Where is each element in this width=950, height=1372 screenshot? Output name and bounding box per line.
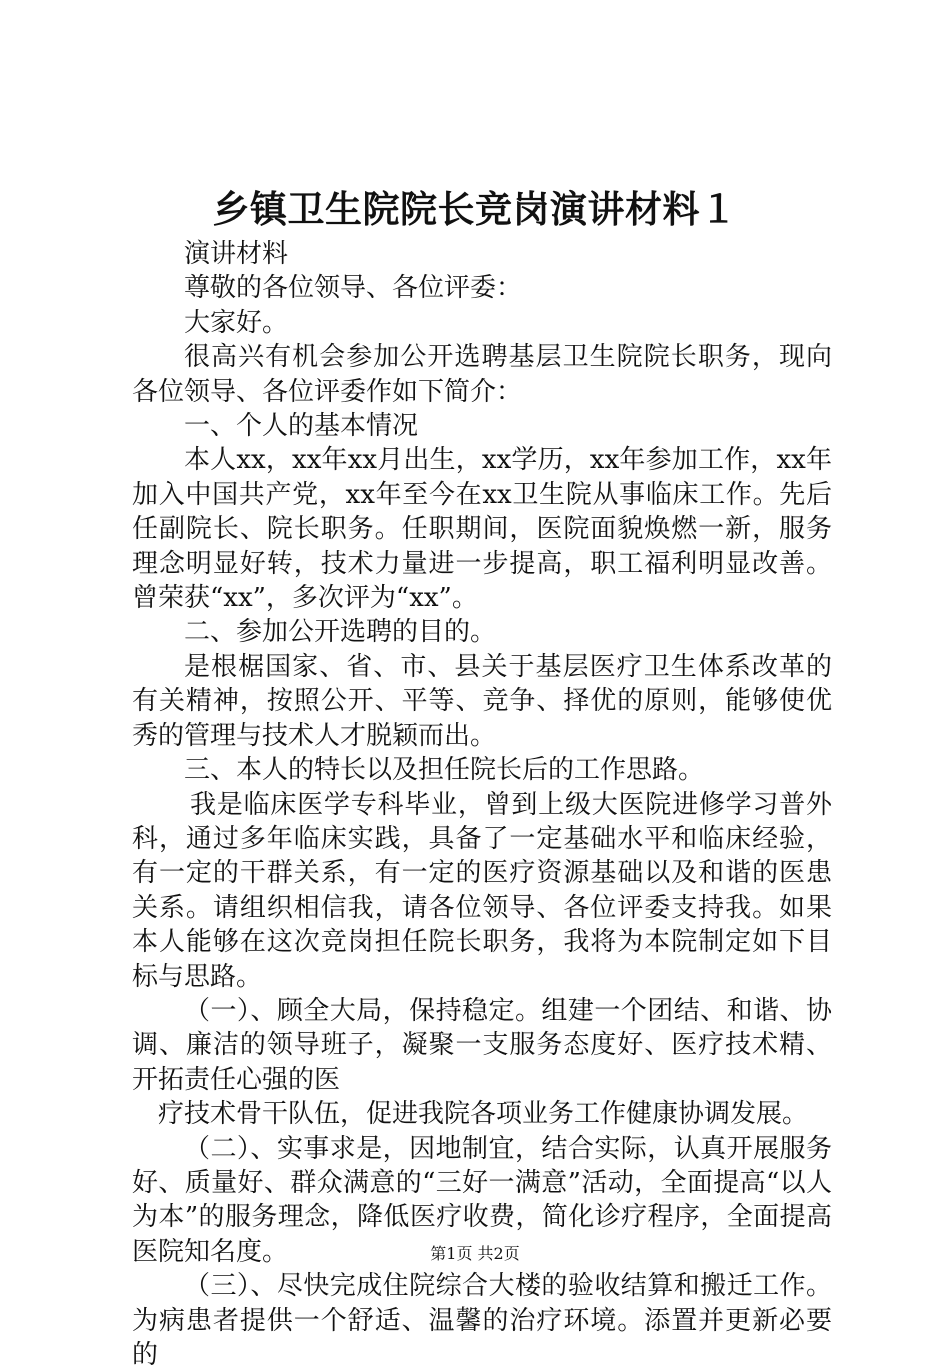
page-title: 乡镇卫生院院长竞岗演讲材料１ <box>212 187 738 231</box>
paragraph: 尊敬的各位领导、各位评委： <box>184 273 523 304</box>
paragraph: （二）、实事求是，因地制宜，结合实际，认真开展服务好、质量好、群众满意的“三好一满意”活动，全面提高“以人为本”的服务理念，降低医疗收费，简化诊疗程序，全面提高医院知名度。 <box>132 1133 832 1267</box>
paragraph: （一）、顾全大局，保持稳定。组建一个团结、和谐、协调、廉洁的领导班子，凝聚一支服务态度好、医疗技术精、开拓责任心强的医 <box>132 995 832 1095</box>
section-heading: 一、个人的基本情况 <box>184 411 419 442</box>
page-footer: 第1页 共2页 <box>430 1244 520 1263</box>
paragraph: 演讲材料 <box>184 239 289 269</box>
document-body <box>132 237 832 1372</box>
section-heading: 三、本人的特长以及担任院长后的工作思路。 <box>184 755 705 786</box>
section-heading: 二、参加公开选聘的目的。 <box>184 617 497 648</box>
paragraph: 本人xx，xx年xx月出生，xx学历，xx年参加工作，xx年加入中国共产党，xx年至今在xx卫生院从事临床工作。先后任副院长、院长职务。任职期间，医院面貌焕燃一新，服务理念明显好转，技术力量进一步提高，职工福利明显改善。曾荣获“xx”，多次评为“xx”。 <box>132 445 832 614</box>
paragraph: 大家好。 <box>184 307 289 338</box>
paragraph: 是根椐国家、省、市、县关于基层医疗卫生体系改革的有关精神，按照公开、平等、竞争、择优的原则，能够使优秀的管理与技术人才脱颖而出。 <box>132 651 832 751</box>
paragraph: 我是临床医学专科毕业，曾到上级大医院进修学习普外科，通过多年临床实践，具备了一定基础水平和临床经验，有一定的干群关系，有一定的医疗资源基础以及和谐的医患关系。请组织相信我，请各位领导、各位评委支持我。如果本人能够在这次竞岗担任院长职务，我将为本院制定如下目标与思路。 <box>132 789 832 992</box>
paragraph: （三）、尽快完成住院综合大楼的验收结算和搬迁工作。为病患者提供一个舒适、温馨的治疗环境。添置并更新必要的 <box>132 1271 832 1370</box>
paragraph: 很高兴有机会参加公开选聘基层卫生院院长职务，现向各位领导、各位评委作如下简介： <box>132 342 832 407</box>
paragraph: 疗技术骨干队伍，促进我院各项业务工作健康协调发展。 <box>158 1099 809 1130</box>
